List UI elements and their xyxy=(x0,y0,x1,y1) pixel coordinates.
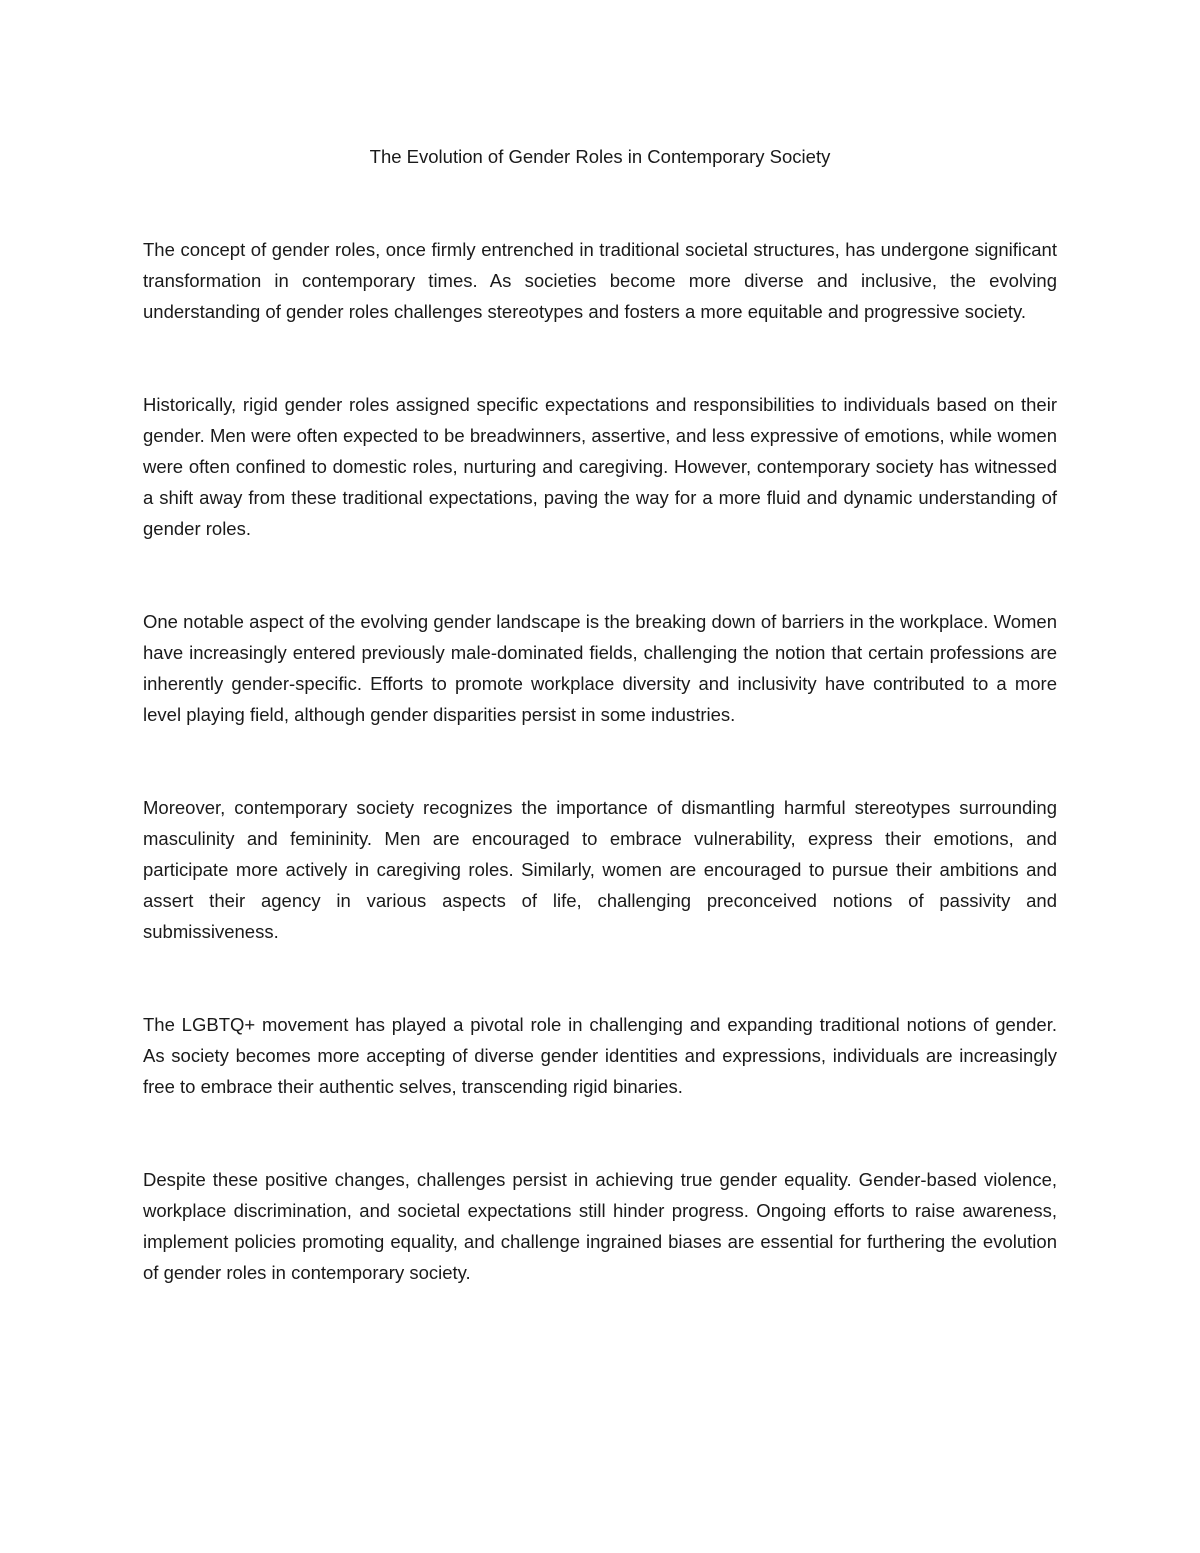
paragraph-workplace: One notable aspect of the evolving gender landscape is the breaking down of barriers in the workplace. Women have increasingly entered previously male-dominated fields, challenging the notion that certain professions are inherently gender-specific. Efforts to promote workplace diversity and inclusivity have contributed to a more level playing field, although gender disparities persist in some industries. xyxy=(143,611,1057,725)
paragraph-stereotypes: Moreover, contemporary society recognizes the importance of dismantling harmful stereotypes surrounding masculinity and femininity. Men are encouraged to embrace vulnerability, express their emotions, and participate more actively in caregiving roles. Similarly, women are encouraged to pursue their ambitions and assert their agency in various aspects of life, challenging preconceived notions of passivity and submissiveness. xyxy=(143,797,1057,942)
document-title: The Evolution of Gender Roles in Contemporary Society xyxy=(369,146,831,167)
paragraph-challenges: Despite these positive changes, challenges persist in achieving true gender equality. Gender-based violence, workplace discrimination, and societal expectations still hinder progress. Ongoing efforts to raise awareness, implement policies promoting equality, and challenge ingrained biases are essential for furthering the evolution of gender roles in contemporary society. xyxy=(143,1169,1057,1283)
paragraph-historical-roles: Historically, rigid gender roles assigned specific expectations and responsibilities to individuals based on their gender. Men were often expected to be breadwinners, assertive, and less expressive of emotions, while women were often confined to domestic roles, nurturing and caregiving. However, contemporary society has witnessed a shift away from these traditional expectations, paving the way for a more fluid and dynamic understanding of gender roles. xyxy=(143,394,1057,539)
paragraph-lgbtq-movement: The LGBTQ+ movement has played a pivotal role in challenging and expanding traditional notions of gender. As society becomes more accepting of diverse gender identities and expressions, individuals are increasingly free to embrace their authentic selves, transcending rigid binaries. xyxy=(143,1014,1057,1097)
document-body xyxy=(143,234,1057,1350)
paragraph-introduction: The concept of gender roles, once firmly entrenched in traditional societal structures, has undergone significant transformation in contemporary times. As societies become more diverse and inclusive, the evolving understanding of gender roles challenges stereotypes and fosters a more equitable and progressive society. xyxy=(143,239,1057,322)
